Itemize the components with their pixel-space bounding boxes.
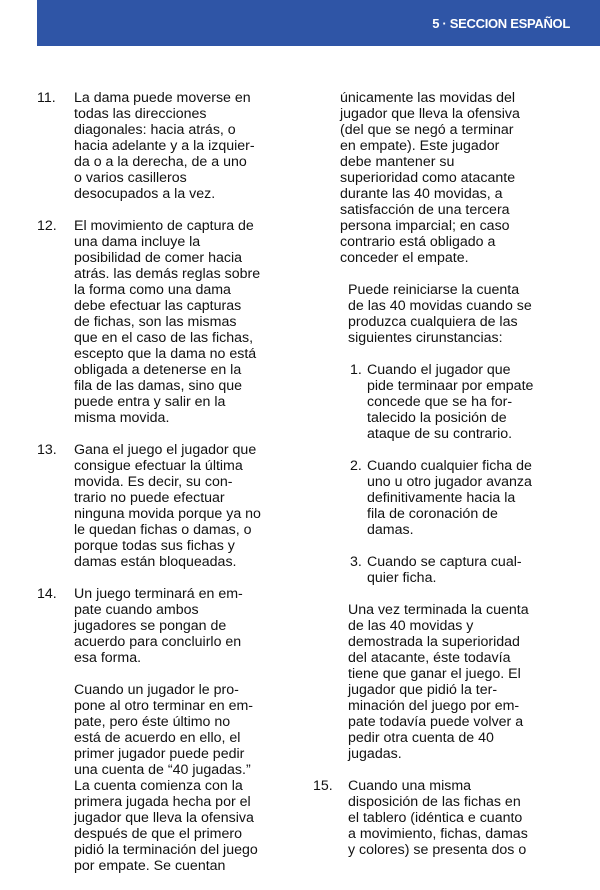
text-line: una cuenta de “40 jugadas.” bbox=[74, 762, 251, 778]
header-bar bbox=[37, 0, 600, 46]
text-line: uno u otro jugador avanza bbox=[367, 474, 532, 490]
circumstance-item-3 bbox=[310, 554, 580, 586]
text-line: Cuando una misma bbox=[348, 778, 472, 794]
text-line: después de que el primero bbox=[74, 826, 242, 842]
text-line: quier ficha. bbox=[367, 570, 437, 586]
text-line: y colores) se presenta dos o bbox=[348, 842, 527, 858]
text-line: por empate. Se cuentan bbox=[74, 858, 226, 874]
text-line: consigue efectuar la última bbox=[74, 458, 243, 474]
item-number: 13. bbox=[37, 442, 57, 458]
text-line: diagonales: hacia atrás, o bbox=[74, 122, 236, 138]
item-number: 14. bbox=[37, 586, 57, 602]
item-number: 11. bbox=[37, 90, 56, 106]
text-line: pedir otra cuenta de 40 bbox=[348, 730, 494, 746]
text-line: que en el caso de las fichas, bbox=[74, 330, 254, 346]
right-column bbox=[310, 90, 580, 858]
text-line: esa forma. bbox=[74, 650, 142, 666]
text-line: Cuando cualquier ficha de bbox=[367, 458, 532, 474]
text-line: debe efectuar las capturas bbox=[74, 298, 242, 314]
text-line: únicamente las movidas del bbox=[340, 90, 516, 106]
text-line: La dama puede moverse en bbox=[74, 90, 251, 106]
text-line: jugador que lleva la ofensiva bbox=[340, 106, 520, 122]
text-line: Gana el juego el jugador que bbox=[74, 442, 257, 458]
text-line: fila de coronación de bbox=[367, 506, 498, 522]
text-line: demostrada la superioridad bbox=[348, 634, 520, 650]
text-line: superioridad como atacante bbox=[340, 170, 516, 186]
forty-moves-paragraph bbox=[37, 682, 302, 874]
text-line: disposición de las fichas en bbox=[348, 794, 521, 810]
text-line: durante las 40 movidas, a bbox=[340, 186, 503, 202]
text-line: jugadores se pongan de bbox=[74, 618, 227, 634]
item-text bbox=[74, 442, 302, 570]
rule-item-11 bbox=[37, 90, 302, 202]
restart-paragraph bbox=[310, 282, 580, 346]
item-text bbox=[74, 90, 302, 202]
text-line: la forma como una dama bbox=[74, 282, 231, 298]
text-line: puede entra y salir en la bbox=[74, 394, 226, 410]
section-title: 5 · SECCION ESPAÑOL bbox=[432, 16, 570, 31]
text-line: escepto que la dama no está bbox=[74, 346, 257, 362]
circumstance-item-2 bbox=[310, 458, 580, 538]
text-line: del atacante, éste todavía bbox=[348, 650, 511, 666]
text-line: pate, pero éste último no bbox=[74, 714, 231, 730]
text-line: ninguna movida porque ya no bbox=[74, 506, 261, 522]
text-line: trario no puede efectuar bbox=[74, 490, 225, 506]
text-line: ataque de su contrario. bbox=[367, 426, 513, 442]
text-line: damas. bbox=[367, 522, 414, 538]
text-line: concede que se ha for- bbox=[367, 394, 513, 410]
text-line: Un juego terminará en em- bbox=[74, 586, 243, 602]
rule-item-13 bbox=[37, 442, 302, 570]
sub-item-text bbox=[367, 362, 580, 442]
text-line: tiene que ganar el juego. El bbox=[348, 666, 521, 682]
text-line: pidió la terminación del juego bbox=[74, 842, 258, 858]
text-line: pone al otro terminar en em- bbox=[74, 698, 254, 714]
text-line: minación del juego por em- bbox=[348, 698, 520, 714]
text-line: de fichas, son las mismas bbox=[74, 314, 237, 330]
text-line: Cuando el jugador que bbox=[367, 362, 511, 378]
text-line: está de acuerdo en ello, el bbox=[74, 730, 241, 746]
text-line: hacia adelante y a la izquier- bbox=[74, 138, 255, 154]
item-text bbox=[74, 218, 302, 426]
text-line: obligada a detenerse en la bbox=[74, 362, 242, 378]
text-line: da o a la derecha, de a uno bbox=[74, 154, 247, 170]
rule-item-15 bbox=[310, 778, 580, 858]
sub-item-number: 3. bbox=[350, 554, 362, 570]
text-line: talecido la posición de bbox=[367, 410, 507, 426]
text-line: de las 40 movidas cuando se bbox=[348, 298, 532, 314]
continuation-paragraph bbox=[310, 90, 580, 266]
text-line: fila de las damas, sino que bbox=[74, 378, 242, 394]
item-text bbox=[74, 586, 302, 666]
text-line: todas las direcciones bbox=[74, 106, 207, 122]
text-line: El movimiento de captura de bbox=[74, 218, 254, 234]
text-line: debe mantener su bbox=[340, 154, 455, 170]
text-line: jugador que pidió la ter- bbox=[348, 682, 498, 698]
text-line: Cuando se captura cual- bbox=[367, 554, 522, 570]
text-line: Puede reiniciarse la cuenta bbox=[348, 282, 520, 298]
circumstance-item-1 bbox=[310, 362, 580, 442]
text-line: conceder el empate. bbox=[340, 250, 469, 266]
text-line: primera jugada hecha por el bbox=[74, 794, 251, 810]
text-line: a movimiento, fichas, damas bbox=[348, 826, 528, 842]
text-line: persona imparcial; en caso bbox=[340, 218, 510, 234]
text-line: posibilidad de comer hacia bbox=[74, 250, 242, 266]
rule-item-14 bbox=[37, 586, 302, 666]
sub-item-number: 2. bbox=[350, 458, 362, 474]
sub-item-text bbox=[367, 554, 580, 586]
text-line: en empate). Este jugador bbox=[340, 138, 500, 154]
text-line: jugador que lleva la ofensiva bbox=[74, 810, 254, 826]
item-text bbox=[348, 778, 580, 858]
item-number: 12. bbox=[37, 218, 57, 234]
text-line: una dama incluye la bbox=[74, 234, 201, 250]
text-line: movida. Es decir, su con- bbox=[74, 474, 233, 490]
text-line: acuerdo para concluirlo en bbox=[74, 634, 242, 650]
text-line: jugadas. bbox=[348, 746, 402, 762]
final-paragraph bbox=[310, 602, 580, 762]
text-line: satisfacción de una tercera bbox=[340, 202, 510, 218]
text-line: el tablero (idéntica e cuanto bbox=[348, 810, 523, 826]
text-line: contrario está obligado a bbox=[340, 234, 496, 250]
item-number: 15. bbox=[313, 778, 333, 794]
sub-item-text bbox=[367, 458, 580, 538]
text-line: La cuenta comienza con la bbox=[74, 778, 243, 794]
text-line: produzca cualquiera de las bbox=[348, 314, 518, 330]
text-line: Una vez terminada la cuenta bbox=[348, 602, 529, 618]
text-line: siguientes cirunstancias: bbox=[348, 330, 503, 346]
sub-item-number: 1. bbox=[350, 362, 362, 378]
text-line: le quedan fichas o damas, o bbox=[74, 522, 252, 538]
text-line: o varios casilleros bbox=[74, 170, 187, 186]
text-line: desocupados a la vez. bbox=[74, 186, 216, 202]
text-line: primer jugador puede pedir bbox=[74, 746, 245, 762]
text-line: pate cuando ambos bbox=[74, 602, 199, 618]
left-column bbox=[37, 90, 302, 890]
text-line: atrás. las demás reglas sobre bbox=[74, 266, 261, 282]
rule-item-12 bbox=[37, 218, 302, 426]
text-line: pide terminaar por empate bbox=[367, 378, 534, 394]
text-line: Cuando un jugador le pro- bbox=[74, 682, 239, 698]
text-line: misma movida. bbox=[74, 410, 170, 426]
text-line: porque todas sus fichas y bbox=[74, 538, 235, 554]
text-line: damas están bloqueadas. bbox=[74, 554, 237, 570]
text-line: definitivamente hacia la bbox=[367, 490, 516, 506]
text-line: pate todavía puede volver a bbox=[348, 714, 524, 730]
text-line: de las 40 movidas y bbox=[348, 618, 474, 634]
text-line: (del que se negó a terminar bbox=[340, 122, 514, 138]
